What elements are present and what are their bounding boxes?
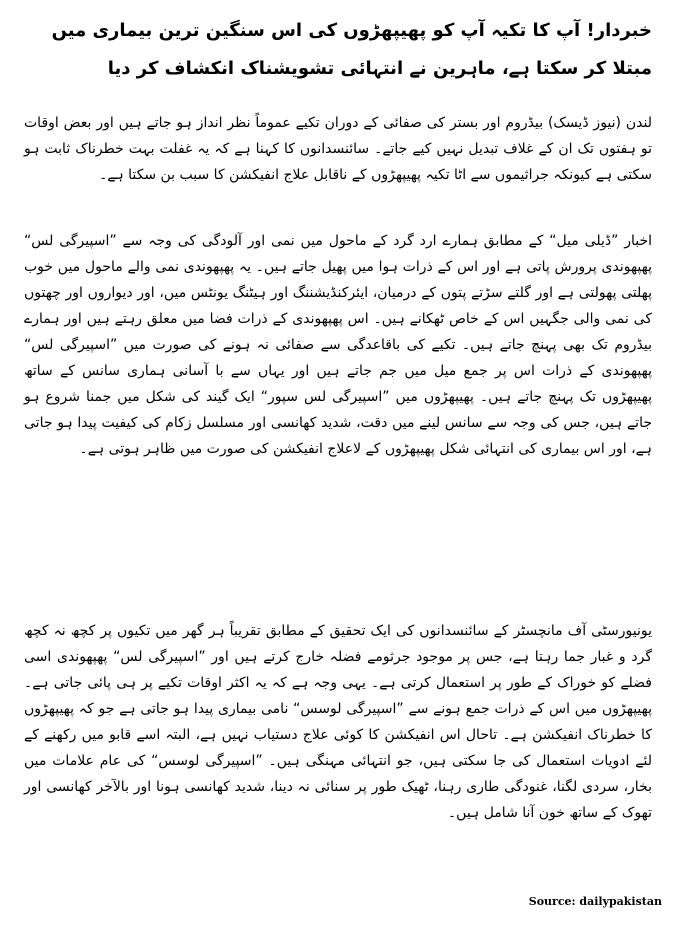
article-paragraph-2: اخبار ”ڈیلی میل“ کے مطابق ہمارے ارد گرد کے ماحول میں نمی اور آلودگی کی وجہ سے ”اسپیرگی لس“ پھپھوندی پرورش پاتی ہے اور اس کے ذرات ہوا میں پھیل جاتے ہیں۔ یہ پھپھوندی نمی والے ماحول میں خوب پھلتی پھولتی ہے اور گلتے سڑتے پتوں کے درمیان، ایئرکنڈیشننگ اور ہیٹنگ یونٹس میں، اور دیواروں اور چھتوں کی نمی والی جگہیں اس کے خاص ٹھکانے ہیں۔ اس پھپھوندی کے ذرات فضا میں معلق رہتے ہیں اور ہمارے بیڈروم تک بھی پہنچ جاتے ہیں۔ تکیے کی باقاعدگی سے صفائی نہ ہونے کی صورت میں ”اسپیرگی لس“ پھپھوندی کے ذرات اس پر جمع میل میں جم جاتے ہیں اور یہاں سے با آسانی ہماری سانس کے ساتھ پھیپھڑوں تک پہنچ جاتے ہیں۔ پھیپھڑوں میں ”اسپیرگی لس سپور“ ایک گیند کی شکل میں جمنا شروع ہو جاتے ہیں، جس کی وجہ سے سانس لینے میں دقت، شدید کھانسی اور مسلسل زکام کی کیفیت پیدا ہو جاتی ہے، اور اس بیماری کی انتہائی شکل پھیپھڑوں کے لاعلاج انفیکشن کی صورت میں ظاہر ہوتی ہے۔ (24, 233, 652, 457)
article-headline: خبردار! آپ کا تکیہ آپ کو پھیپھڑوں کی اس سنگین ترین بیماری میں مبتلا کر سکتا ہے، ماہرین نے انتہائی تشویشناک انکشاف کر دیا (51, 20, 652, 79)
source-credit: Source: dailypakistan (528, 895, 662, 908)
article-paragraph-1: لندن (نیوز ڈیسک) بیڈروم اور بستر کی صفائی کے دوران تکیے عموماً نظر انداز ہو جاتے ہیں اور بعض اوقات تو ہفتوں تک ان کے غلاف تبدیل نہیں کیے جاتے۔ سائنسدانوں کا کہنا ہے کہ یہ غفلت بہت خطرناک ثابت ہو سکتی ہے کیونکہ جراثیموں سے اٹا تکیہ پھیپھڑوں کے ناقابل علاج انفیکشن کا سبب بن سکتا ہے۔ (24, 115, 652, 183)
article-paragraph-3: یونیورسٹی آف مانچسٹر کے سائنسدانوں کی ایک تحقیق کے مطابق تقریباً ہر گھر میں تکیوں پر کچھ نہ کچھ گرد و غبار جما رہتا ہے، جس پر موجود جرثومے فضلہ خارج کرتے ہیں اور ”اسپیرگی لس“ پھپھوندی اسی فضلے کو خوراک کے طور پر استعمال کرتی ہے۔ یہی وجہ ہے کہ یہ اکثر اوقات تکیے پر ہی پائی جاتی ہے۔ پھیپھڑوں میں اس کے ذرات جمع ہونے سے ”اسپیرگی لوسس“ نامی بیماری پیدا ہو جاتی ہے جو کہ پھیپھڑوں کا خطرناک انفیکشن ہے۔ تاحال اس انفیکشن کا کوئی علاج دستیاب نہیں ہے، البتہ اسے قابو میں رکھنے کے لئے ادویات استعمال کی جا سکتی ہیں، جو انتہائی مہنگی ہیں۔ ”اسپیرگی لوسس“ کی عام علامات میں بخار، سردی لگنا، غنودگی طاری رہنا، ٹھیک طور پر سنائی نہ دینا، شدید کھانسی ہونا اور بالآخر کھانسی اور تھوک کے ساتھ خون آنا شامل ہیں۔ (24, 623, 652, 821)
